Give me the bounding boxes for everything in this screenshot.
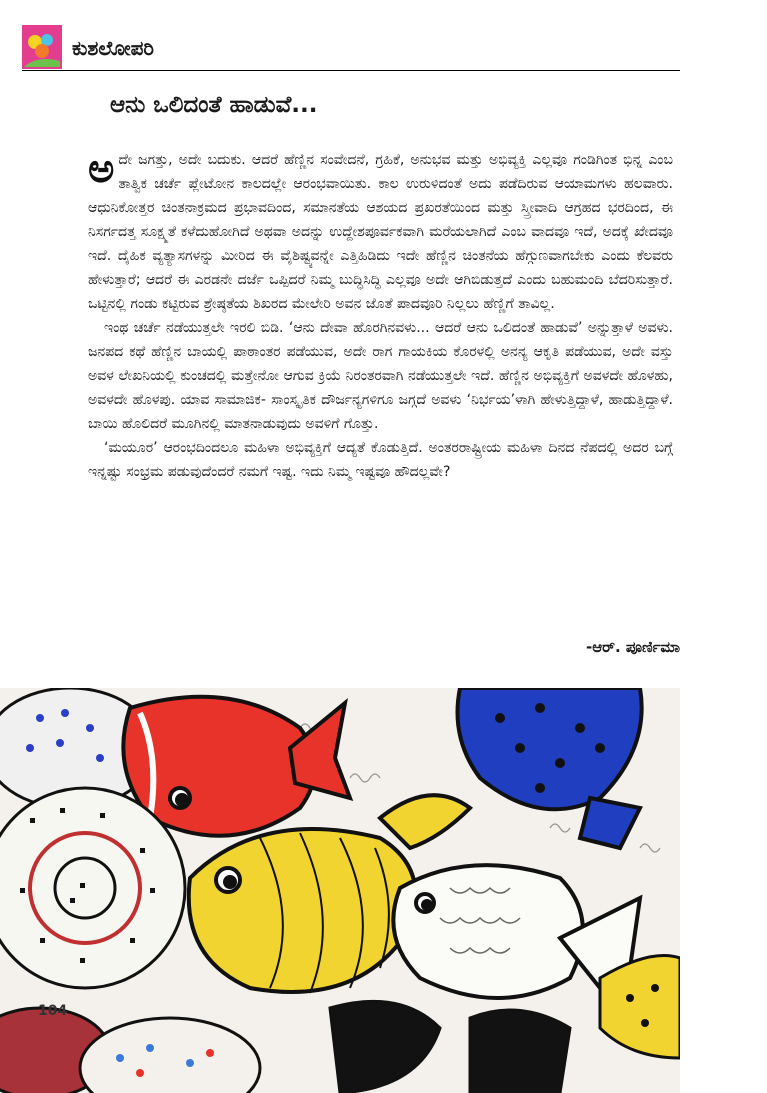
paragraph-1-text: ದೇ ಜಗತ್ತು, ಅದೇ ಬದುಕು. ಆದರೆ ಹೆಣ್ಣಿನ ಸಂವೇದನೆ, ಗ್ರಹಿಕೆ, ಅನುಭವ ಮತ್ತು ಅಭಿವ್ಯಕ್ತಿ ಎಲ್ಲವೂ ಗಂಡಿಗಿಂತ ಭಿನ್ನ ಎಂಬ ತಾತ್ವಿಕ ಚರ್ಚೆ ಪ್ಲೇಟೋನ ಕಾಲದಲ್ಲೇ ಆರಂಭವಾಯಿತು. ಕಾಲ ಉರುಳಿದಂತೆ ಅದು ಪಡೆದಿರುವ ಆಯಾಮಗಳು ಹಲವಾರು. ಆಧುನಿಕೋತ್ತರ ಚಿಂತನಾಕ್ರಮದ ಪ್ರಭಾವದಿಂದ, ಸಮಾನತೆಯ ಆಶಯದ ಪ್ರಖರತೆಯಿಂದ ಮತ್ತು ಸ್ತ್ರೀವಾದಿ ಆಗ್ರಹದ ಭರದಿಂದ, ಈ ನಿಸರ್ಗದತ್ತ ಸೂಕ್ಷ್ಮತೆ ಕಳೆದುಹೋಗಿದೆ ಅಥವಾ ಅದನ್ನು ಉದ್ದೇಶಪೂರ್ವಕವಾಗಿ ಮರೆಯಲಾಗಿದೆ ಎಂಬ ವಾದವೂ ಇದೆ, ಅದಕ್ಕೆ ಖೇದವೂ ಇದೆ. ದೈಹಿಕ ವ್ಯತ್ಯಾಸಗಳನ್ನು ಮೀರಿದ ಈ ವೈಶಿಷ್ಟ್ಯವನ್ನೇ ಎತ್ತಿಹಿಡಿದು ಇದೇ ಹೆಣ್ಣಿನ ಚಿಂತನೆಯ ಹೆಗ್ಗುಣವಾಗಬೇಕು ಎಂದು ಕೆಲವರು ಹೇಳುತ್ತಾರೆ; ಆದರೆ ಈ ಎರಡನೇ ದರ್ಜೆ ಒಪ್ಪಿದರೆ ನಿಮ್ಮ ಬುದ್ಧಿಸಿದ್ಧಿ ಎಲ್ಲವೂ ಅದೇ ಆಗಿಬಿಡುತ್ತದೆ ಎಂದು ಬಹುಮಂದಿ ಬೆದರಿಸುತ್ತಾರೆ. ಒಟ್ಟಿನಲ್ಲಿ ಗಂಡು ಕಟ್ಟಿರುವ ಶ್ರೇಷ್ಠತೆಯ ಶಿಖರದ ಮೇಲೇರಿ ಅವನ ಜೊತೆ ಪಾದವೂರಿ ನಿಲ್ಲಲು ಹೆಣ್ಣಿಗೆ ತಾವಿಲ್ಲ. <box>88 152 673 312</box>
colorful-logo-icon <box>22 25 62 69</box>
paragraph-2: ಇಂಥ ಚರ್ಚೆ ನಡೆಯುತ್ತಲೇ ಇರಲಿ ಬಿಡಿ. ‘ಆನು ದೇವಾ ಹೊರಗಿನವಳು... ಆದರೆ ಆನು ಒಲಿದಂತೆ ಹಾಡುವೆ’ ಅನ್ನುತ್ತಾಳೆ ಅವಳು. ಜನಪದ ಕಥೆ ಹೆಣ್ಣಿನ ಬಾಯಲ್ಲಿ ಪಾಠಾಂತರ ಪಡೆಯುವ, ಅದೇ ರಾಗ ಗಾಯಕಿಯ ಕೊರಳಲ್ಲಿ ಅನನ್ಯ ಆಕೃತಿ ಪಡೆಯುವ, ಅದೇ ವಸ್ತು ಅವಳ ಲೇಖನಿಯಲ್ಲಿ ಕುಂಚದಲ್ಲಿ ಮತ್ತೇನೋ ಆಗುವ ಕ್ರಿಯೆ ನಿರಂತರವಾಗಿ ನಡೆಯುತ್ತಲೇ ಇದೆ. ಹೆಣ್ಣಿನ ಅಭಿವ್ಯಕ್ತಿಗೆ ಅವಳದೇ ಹೊಳಹು, ಅವಳದೇ ಹೊಳಪು. ಯಾವ ಸಾಮಾಜಿಕ- ಸಾಂಸ್ಕೃತಿಕ ದೌರ್ಜನ್ಯಗಳಿಗೂ ಜಗ್ಗದೆ ಅವಳು ‘ನಿರ್ಭಯ’ಳಾಗಿ ಹೇಳುತ್ತಿದ್ದಾಳೆ, ಹಾಡುತ್ತಿದ್ದಾಳೆ. ಬಾಯಿ ಹೊಲಿದರೆ ಮೂಗಿನಲ್ಲಿ ಮಾತನಾಡುವುದು ಅವಳಿಗೆ ಗೊತ್ತು. <box>88 320 673 432</box>
paragraph-1 <box>88 148 673 316</box>
paragraph-3: ‘ಮಯೂರ’ ಆರಂಭದಿಂದಲೂ ಮಹಿಳಾ ಅಭಿವ್ಯಕ್ತಿಗೆ ಆದ್ಯತೆ ಕೊಡುತ್ತಿದೆ. ಅಂತರರಾಷ್ಟ್ರೀಯ ಮಹಿಳಾ ದಿನದ ನೆಪದಲ್ಲಿ ಅದರ ಬಗ್ಗೆ ಇನ್ನಷ್ಟು ಸಂಭ್ರಮ ಪಡುವುದೆಂದರೆ ನಮಗೆ ಇಷ್ಟ. ಇದು ನಿಮ್ಮ ಇಷ್ಟವೂ ಹೌದಲ್ಲವೇ? <box>88 440 673 480</box>
article-title: ಆನು ಒಲಿದಂತೆ ಹಾಡುವೆ... <box>110 92 318 118</box>
author-signature: -ಆರ್. ಪೂರ್ಣಿಮಾ <box>586 638 680 656</box>
fish-painting-image <box>0 688 680 1093</box>
section-title: ಕುಶಲೋಪರಿ <box>72 36 154 60</box>
page-number: 104 <box>38 1003 68 1019</box>
page-header <box>22 25 680 71</box>
drop-cap: ಅ <box>88 146 115 192</box>
header-divider <box>22 70 680 71</box>
dotted-round-fish <box>0 788 185 988</box>
article-body <box>88 148 673 484</box>
